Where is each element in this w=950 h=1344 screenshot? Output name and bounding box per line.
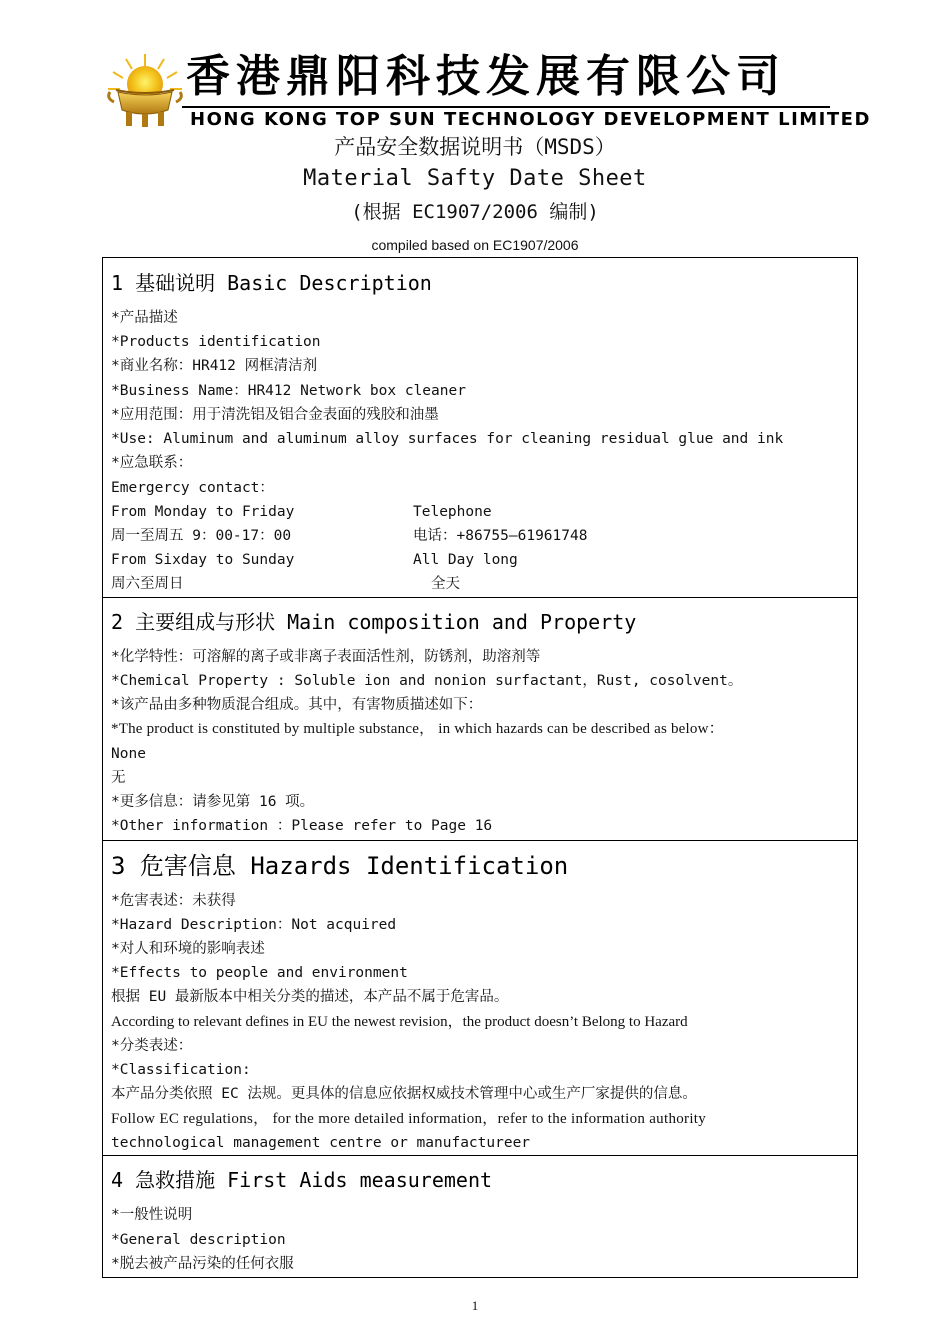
section-title: 3 危害信息 Hazards Identification bbox=[111, 852, 569, 880]
golden-cauldron-sun-logo bbox=[106, 52, 184, 130]
contact-weekend-cn: 周六至周日 bbox=[111, 576, 184, 592]
section-title: 2 主要组成与形状 Main composition and Property bbox=[111, 610, 637, 634]
section-line: Emergercy contact： bbox=[111, 480, 274, 496]
contact-weekday-cn: 周一至周五 9：00-17：00 bbox=[111, 528, 292, 544]
section-line: *Hazard Description：Not acquired bbox=[111, 917, 397, 933]
section-line: Follow EC regulations， for the more detailed information，refer to the information authority bbox=[111, 1111, 707, 1127]
section-line: *一般性说明 bbox=[111, 1207, 193, 1223]
section-line: *Use: Aluminum and aluminum alloy surfaces for cleaning residual glue and ink bbox=[111, 431, 784, 447]
section-line: According to relevant defines in EU the newest revision，the product doesn’t Belong to Hazard bbox=[111, 1014, 688, 1030]
company-name-cn: 香港鼎阳科技发展有限公司 bbox=[186, 51, 786, 102]
section-line: *危害表述：未获得 bbox=[111, 893, 236, 909]
document-basis-cn: (根据 EC1907/2006 编制) bbox=[351, 201, 599, 223]
section-line: 本产品分类依照 EC 法规。更具体的信息应依据权威技术管理中心或生产厂家提供的信息。 bbox=[111, 1086, 697, 1102]
section-line: *应用范围：用于清洗铝及铝合金表面的残胶和油墨 bbox=[111, 407, 439, 423]
section-line: technological management centre or manufactureer bbox=[111, 1135, 531, 1151]
section-line: *Chemical Property : Soluble ion and nonion surfactant，Rust, cosolvent。 bbox=[111, 673, 743, 689]
section-line: *对人和环境的影响表述 bbox=[111, 941, 265, 957]
section-line: *该产品由多种物质混合组成。其中，有害物质描述如下： bbox=[111, 697, 483, 713]
section-line: *化学特性：可溶解的离子或非离子表面活性剂，防锈剂，助溶剂等 bbox=[111, 649, 541, 665]
contact-allday-en: All Day long bbox=[413, 552, 518, 568]
section-line: 根据 EU 最新版本中相关分类的描述，本产品不属于危害品。 bbox=[111, 989, 509, 1005]
document-title-cn: 产品安全数据说明书（MSDS） bbox=[334, 135, 616, 159]
section-line: *商业名称：HR412 网框清洁剂 bbox=[111, 358, 318, 374]
company-name-en: HONG KONG TOP SUN TECHNOLOGY DEVELOPMENT LIMITED bbox=[190, 109, 871, 130]
section-line: *Business Name：HR412 Network box cleaner bbox=[111, 383, 466, 399]
section-line: *分类表述： bbox=[111, 1038, 193, 1054]
section-line: *The product is constituted by multiple substance， in which hazards can be described as below： bbox=[111, 721, 724, 737]
section-basic-description bbox=[103, 258, 857, 598]
contact-telephone-value: 电话：+86755—61961748 bbox=[413, 528, 588, 544]
section-title: 4 急救措施 First Aids measurement bbox=[111, 1168, 493, 1192]
contact-allday-cn: 全天 bbox=[431, 576, 460, 592]
contact-telephone-label: Telephone bbox=[413, 504, 492, 520]
section-line: *Products identification bbox=[111, 334, 321, 350]
section-line: *Effects to people and environment bbox=[111, 965, 408, 981]
section-line: *更多信息：请参见第 16 项。 bbox=[111, 794, 315, 810]
page-number: 1 bbox=[471, 1298, 479, 1313]
contact-weekday-en: From Monday to Friday bbox=[111, 504, 295, 520]
section-title: 1 基础说明 Basic Description bbox=[111, 271, 432, 295]
section-line: *产品描述 bbox=[111, 310, 178, 326]
section-line: *脱去被产品污染的任何衣服 bbox=[111, 1256, 294, 1272]
section-first-aids bbox=[103, 1155, 857, 1277]
msds-content-box bbox=[102, 257, 858, 1278]
section-line: *应急联系： bbox=[111, 455, 193, 471]
contact-weekend-en: From Sixday to Sunday bbox=[111, 552, 295, 568]
section-line: 无 bbox=[111, 770, 126, 786]
document-title-en: Material Safty Date Sheet bbox=[303, 166, 647, 191]
compiled-note: compiled based on EC1907/2006 bbox=[371, 237, 579, 253]
section-main-composition bbox=[103, 597, 857, 841]
section-hazards-identification bbox=[103, 840, 857, 1156]
section-line: *General description bbox=[111, 1232, 286, 1248]
section-line: None bbox=[111, 746, 146, 762]
section-line: *Other information ：Please refer to Page 16 bbox=[111, 818, 493, 834]
section-line: *Classification: bbox=[111, 1062, 251, 1078]
